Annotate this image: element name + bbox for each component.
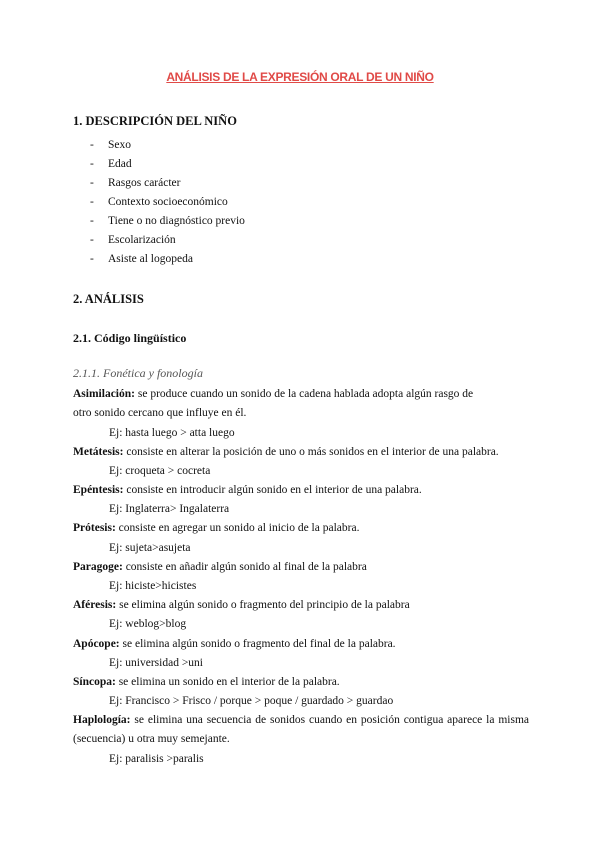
list-item-label: Edad: [108, 158, 132, 170]
entry-example: Ej: hasta luego > atta luego: [109, 427, 235, 439]
list-item: [90, 139, 131, 151]
list-item: [90, 196, 228, 208]
entry-example: Ej: paralisis >paralis: [109, 753, 204, 765]
entry-definition: consiste en añadir algún sonido al final de la palabra: [122, 561, 367, 573]
definition-entry: [73, 522, 359, 534]
entry-definition: consiste en alterar la posición de uno o más sonidos en el interior de una palabra.: [123, 446, 499, 458]
list-item: [90, 158, 132, 170]
entry-term: Epéntesis:: [73, 484, 124, 496]
entry-definition: consiste en introducir algún sonido en el interior de una palabra.: [123, 484, 422, 496]
definition-entry: [73, 638, 396, 650]
list-item-label: Contexto socioeconómico: [108, 196, 228, 208]
entry-definition: consiste en agregar un sonido al inicio de la palabra.: [115, 522, 360, 534]
entry-definition: se elimina algún sonido o fragmento del final de la palabra.: [119, 638, 396, 650]
entry-definition: se elimina una secuencia de sonidos cuando en posición contigua aparece la misma: [130, 714, 529, 726]
entry-example: Ej: sujeta>asujeta: [109, 542, 191, 554]
list-dash: -: [90, 158, 94, 170]
list-dash: -: [90, 215, 94, 227]
entry-term: Metátesis:: [73, 446, 124, 458]
entry-term: Apócope:: [73, 638, 120, 650]
list-item-label: Asiste al logopeda: [108, 253, 193, 265]
entry-example: Ej: universidad >uni: [109, 657, 203, 669]
list-item: [90, 234, 176, 246]
entry-continuation: (secuencia) u otra muy semejante.: [73, 733, 230, 745]
list-item-label: Tiene o no diagnóstico previo: [108, 215, 245, 227]
entry-term: Paragoge:: [73, 561, 123, 573]
entry-example: Ej: hiciste>hicistes: [109, 580, 197, 592]
definition-entry: [73, 561, 367, 573]
definition-entry: [73, 714, 529, 726]
entry-definition: se elimina un sonido en el interior de la palabra.: [115, 676, 340, 688]
entry-example: Ej: Francisco > Frisco / porque > poque / guardado > guardao: [109, 695, 394, 707]
entry-definition: se produce cuando un sonido de la cadena hablada adopta algún rasgo de: [134, 388, 474, 400]
entry-example: Ej: croqueta > cocreta: [109, 465, 211, 477]
list-dash: -: [90, 253, 94, 265]
list-item-label: Sexo: [108, 139, 131, 151]
definition-entry: [73, 599, 410, 611]
list-dash: -: [90, 177, 94, 189]
definition-entry: [73, 676, 340, 688]
entry-term: Haplología:: [73, 714, 131, 726]
section-heading-analisis: 2. ANÁLISIS: [73, 292, 144, 306]
list-item-label: Rasgos carácter: [108, 177, 181, 189]
list-item: [90, 253, 193, 265]
document-title: ANÁLISIS DE LA EXPRESIÓN ORAL DE UN NIÑO: [166, 70, 434, 84]
entry-example: Ej: weblog>blog: [109, 618, 187, 630]
entry-term: Asimilación:: [73, 388, 135, 400]
list-item: [90, 177, 180, 189]
list-dash: -: [90, 139, 94, 151]
definition-entry: [73, 484, 422, 496]
list-dash: -: [90, 234, 94, 246]
list-dash: -: [90, 196, 94, 208]
list-item: [90, 215, 245, 227]
entry-term: Prótesis:: [73, 522, 116, 534]
subsubsection-heading-fonetica: 2.1.1. Fonética y fonología: [73, 366, 203, 380]
definition-entry: [73, 446, 499, 458]
entry-term: Aféresis:: [73, 599, 117, 611]
entry-definition: se elimina algún sonido o fragmento del principio de la palabra: [116, 599, 410, 611]
entry-continuation: otro sonido cercano que influye en él.: [73, 407, 247, 419]
list-item-label: Escolarización: [108, 234, 176, 246]
definition-entry: [73, 388, 473, 400]
entry-example: Ej: Inglaterra> Ingalaterra: [109, 503, 230, 515]
entry-term: Síncopa:: [73, 676, 116, 688]
section-heading-descripcion: 1. DESCRIPCIÓN DEL NIÑO: [73, 114, 237, 128]
subsection-heading-codigo: 2.1. Código lingüístico: [73, 331, 187, 345]
